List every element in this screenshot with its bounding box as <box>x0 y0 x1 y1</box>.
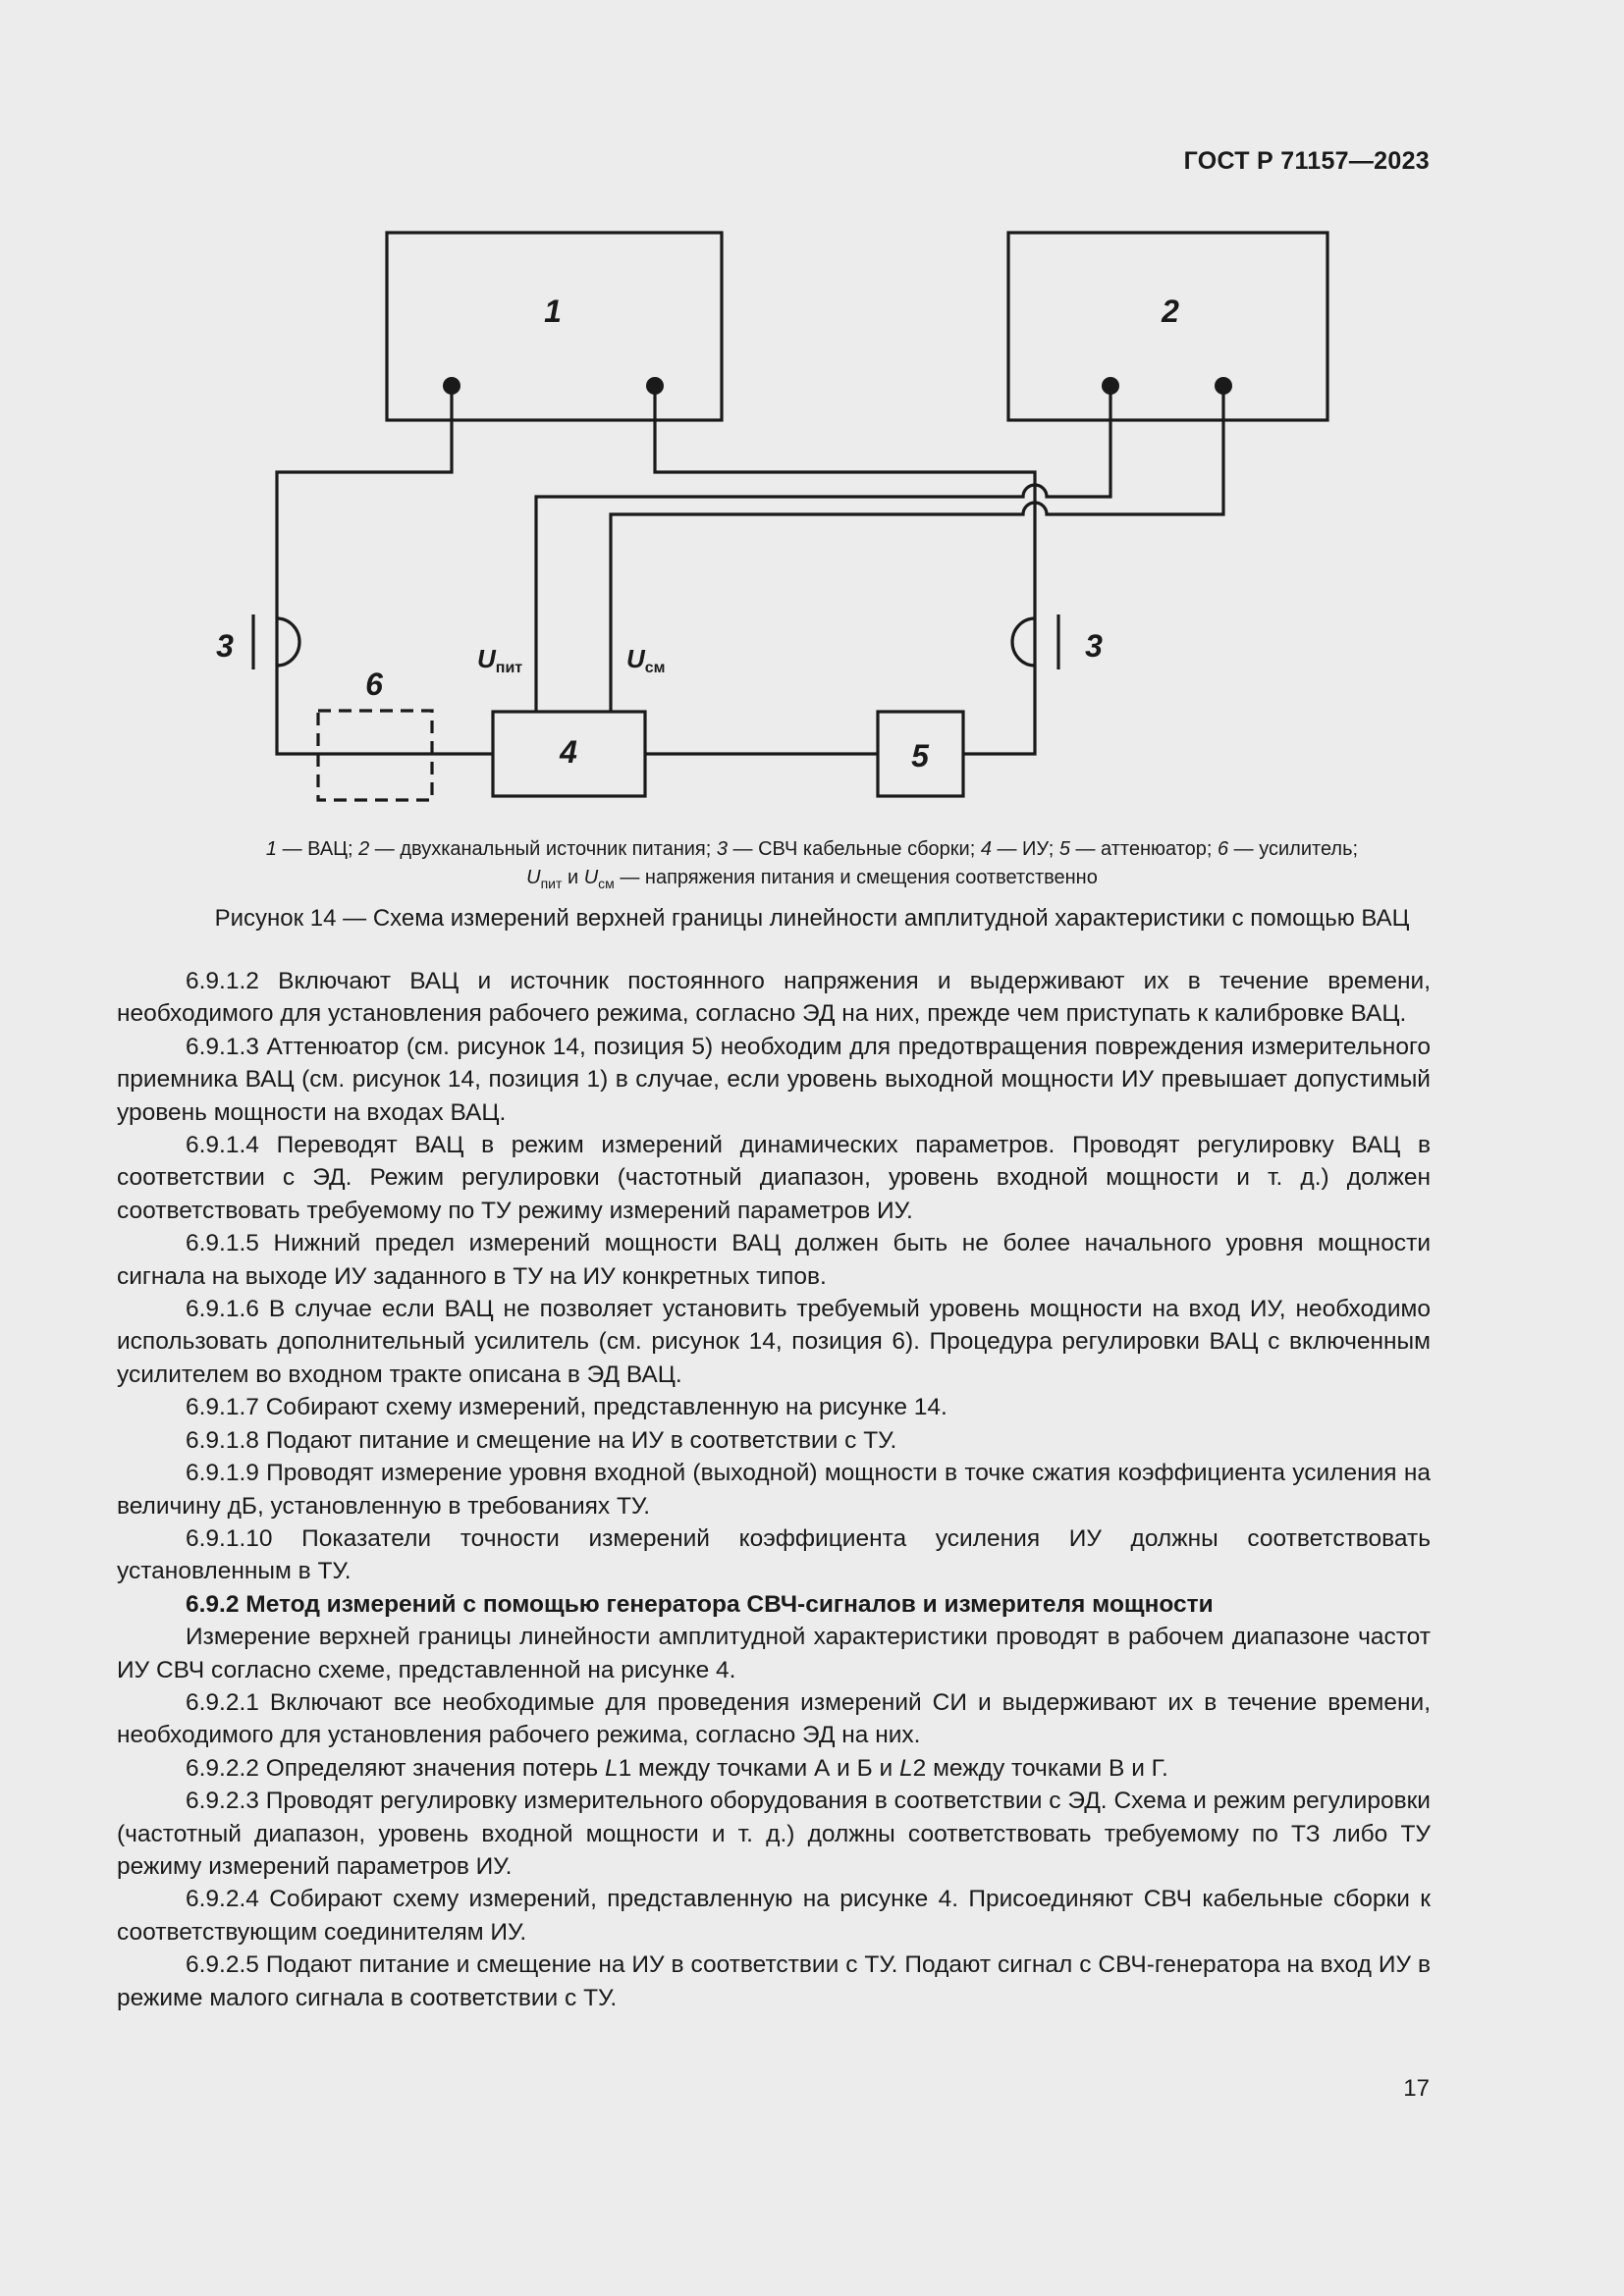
paragraph: 6.9.1.9 Проводят измерение уровня входной (выходной) мощности в точке сжатия коэффициента усиления на величину дБ, установленную в требованиях ТУ. <box>117 1460 1431 1520</box>
label-amplifier: 6 <box>365 667 383 702</box>
paragraph: 6.9.1.10 Показатели точности измерений коэффициента усиления ИУ должны соответствовать установленным в ТУ. <box>117 1524 1431 1585</box>
terminal-vac-1 <box>443 377 460 395</box>
paragraph: 6.9.1.6 В случае если ВАЦ не позволяет установить требуемый уровень мощности на вход ИУ, необходимо использовать дополнительный усилитель (см. рисунок 14, позиция 6). Процедура регулировки ВАЦ с включенным усилителем во входном тракте описана в ЭД ВАЦ. <box>117 1296 1431 1388</box>
paragraph: 6.9.1.8 Подают питание и смещение на ИУ в соответствии с ТУ. <box>186 1426 897 1454</box>
section-heading: 6.9.2 Метод измерений с помощью генератора СВЧ-сигналов и измерителя мощности <box>186 1590 1214 1618</box>
label-u-sm: Uсм <box>626 644 666 676</box>
paragraph: 6.9.2.1 Включают все необходимые для проведения измерений СИ и выдерживают их в течение времени, необходимого для установления рабочего режима, согласно ЭД на них. <box>117 1688 1431 1749</box>
page-number: 17 <box>1403 2075 1430 2102</box>
paragraph: 6.9.1.3 Аттенюатор (см. рисунок 14, позиция 5) необходим для предотвращения повреждения измерительного приемника ВАЦ (см. рисунок 14, позиция 1) в случае, если уровень выходной мощности ИУ превышает допустимый уровень мощности на входах ВАЦ. <box>117 1033 1431 1126</box>
label-vac: 1 <box>544 294 562 329</box>
label-u-pit: Uпит <box>477 644 523 676</box>
wire-vac-port2 <box>655 386 1035 754</box>
paragraph: 6.9.1.5 Нижний предел измерений мощности ВАЦ должен быть не более начального уровня мощности сигнала на выходе ИУ заданного в ТУ на ИУ конкретных типов. <box>117 1230 1431 1290</box>
document-code: ГОСТ Р 71157—2023 <box>1183 147 1430 175</box>
figure-legend-line2: $U_{пит}$ и $U_{см}$ — напряжения питания и смещения соответственно <box>526 867 1098 891</box>
body-text <box>117 965 1431 2014</box>
paragraph: 6.9.2.4 Собирают схему измерений, представленную на рисунке 4. Присоединяют СВЧ кабельные сборки к соответствующим соединителям ИУ. <box>117 1886 1431 1946</box>
paragraph: 6.9.2.3 Проводят регулировку измерительного оборудования в соответствии с ЭД. Схема и режим регулировки (частотный диапазон, уровень входной мощности и т. д.) должны соответствовать требуемому по ТЗ либо ТУ режиму измерений параметров ИУ. <box>117 1788 1431 1880</box>
label-dut: 4 <box>560 734 577 770</box>
paragraph: 6.9.2.5 Подают питание и смещение на ИУ в соответствии с ТУ. Подают сигнал с СВЧ-генератора на вход ИУ в режиме малого сигнала в соответствии с ТУ. <box>117 1951 1431 2011</box>
paragraph: 6.9.2.2 Определяют значения потерь L1 между точками А и Б и L2 между точками В и Г. <box>186 1754 1168 1782</box>
paragraph: 6.9.1.2 Включают ВАЦ и источник постоянного напряжения и выдерживают их в течение времени, необходимого для установления рабочего режима, согласно ЭД на них, прежде чем приступать к калибровке ВАЦ. <box>117 968 1431 1028</box>
cable-symbol-right <box>1012 618 1035 666</box>
wire-vac-port1 <box>277 386 493 754</box>
label-cable-right: 3 <box>1085 628 1103 664</box>
figure-legend-line1: 1 — ВАЦ; 2 — двухканальный источник питания; 3 — СВЧ кабельные сборки; 4 — ИУ; 5 — аттенюатор; 6 — усилитель; <box>265 838 1359 860</box>
label-attenuator: 5 <box>911 738 929 774</box>
paragraph: Измерение верхней границы линейности амплитудной характеристики проводят в рабочем диапазоне частот ИУ СВЧ согласно схеме, представленной на рисунке 4. <box>117 1624 1431 1683</box>
paragraph: 6.9.1.7 Собирают схему измерений, представленную на рисунке 14. <box>186 1394 947 1421</box>
figure-14 <box>0 0 1624 891</box>
label-cable-left: 3 <box>216 628 234 664</box>
measurement-schematic <box>0 0 1624 883</box>
wire-u-sm <box>611 386 1223 712</box>
paragraph: 6.9.1.4 Переводят ВАЦ в режим измерений динамических параметров. Проводят регулировку ВАЦ в соответствии с ЭД. Режим регулировки (частотный диапазон, уровень входной мощности и т. д.) должен соответствовать требуемому по ТУ режиму измерений параметров ИУ. <box>117 1132 1431 1224</box>
label-power-supply: 2 <box>1162 294 1179 329</box>
terminal-vac-2 <box>646 377 664 395</box>
figure-caption: Рисунок 14 — Схема измерений верхней границы линейности амплитудной характеристики с помощью ВАЦ <box>214 905 1410 932</box>
terminal-ps-2 <box>1215 377 1232 395</box>
cable-symbol-left <box>277 618 299 666</box>
terminal-ps-1 <box>1102 377 1119 395</box>
